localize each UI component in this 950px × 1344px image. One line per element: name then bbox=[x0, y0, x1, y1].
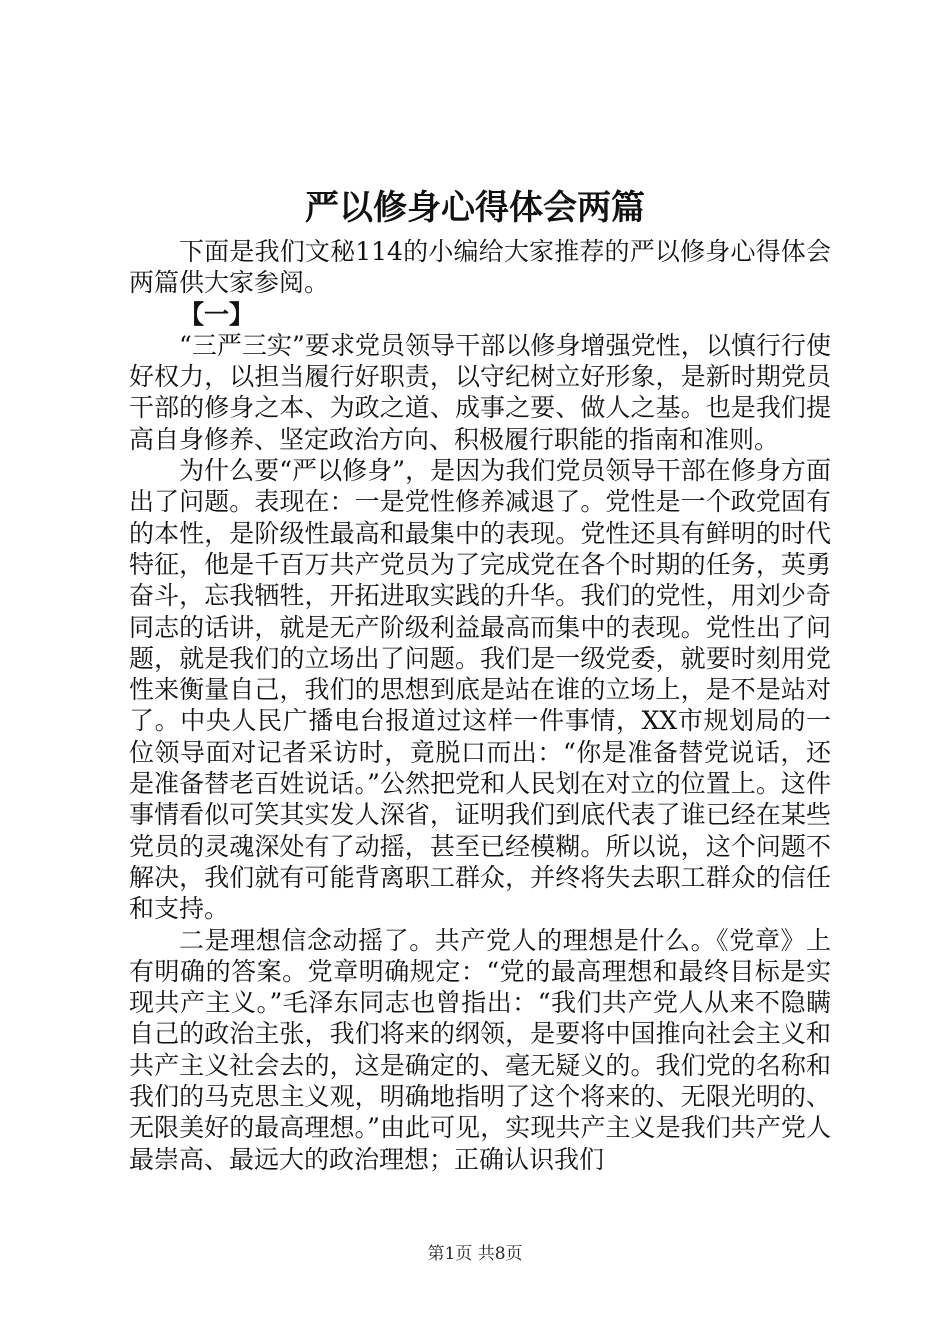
document-title: 严以修身心得体会两篇 bbox=[305, 188, 645, 228]
page-number-footer: 第1页 共8页 bbox=[427, 1244, 523, 1264]
intro-paragraph: 下面是我们文秘114的小编给大家推荐的严以修身心得体会两篇供大家参阅。 bbox=[129, 237, 831, 298]
section-heading: 【一】 bbox=[179, 299, 255, 329]
body-paragraph: 二是理想信念动摇了。共产党人的理想是什么。《党章》上有明确的答案。党章明确规定：“党的最高理想和最终目标是实现共产主义。”毛泽东同志也曾指出：“我们共产党人从来不隐瞒自己的政治主张，我们将来的纲领，是要将中国推向社会主义和共产主义社会去的，这是确定的、毫无疑义的。我们党的名称和我们的马克思主义观，明确地指明了这个将来的、无限光明的、无限美好的最高理想。”由此可见，实现共产主义是我们共产党人最崇高、最远大的政治理想；正确认识我们 bbox=[129, 925, 831, 1174]
document-body bbox=[129, 236, 831, 1175]
body-paragraph: “三严三实”要求党员领导干部以修身增强党性，以慎行行使好权力，以担当履行好职责，以守纪树立好形象，是新时期党员干部的修身之本、为政之道、成事之要、做人之基。也是我们提高自身修养、坚定政治方向、积极履行职能的指南和准则。 bbox=[129, 330, 831, 454]
body-paragraph: 为什么要“严以修身”，是因为我们党员领导干部在修身方面出了问题。表现在：一是党性修养减退了。党性是一个政党固有的本性，是阶级性最高和最集中的表现。党性还具有鲜明的时代特征，他是千百万共产党员为了完成党在各个时期的任务，英勇奋斗，忘我牺牲，开拓进取实践的升华。我们的党性，用刘少奇同志的话讲，就是无产阶级利益最高而集中的表现。党性出了问题，就是我们的立场出了问题。我们是一级党委，就要时刻用党性来衡量自己，我们的思想到底是站在谁的立场上，是不是站对了。中央人民广播电台报道过这样一件事情，XX市规划局的一位领导面对记者采访时，竟脱口而出：“你是准备替党说话，还是准备替老百姓说话。”公然把党和人民划在对立的位置上。这件事情看似可笑其实发人深省，证明我们到底代表了谁已经在某些党员的灵魂深处有了动摇，甚至已经模糊。所以说，这个问题不解决，我们就有可能背离职工群众，并终将失去职工群众的信任和支持。 bbox=[129, 456, 831, 924]
